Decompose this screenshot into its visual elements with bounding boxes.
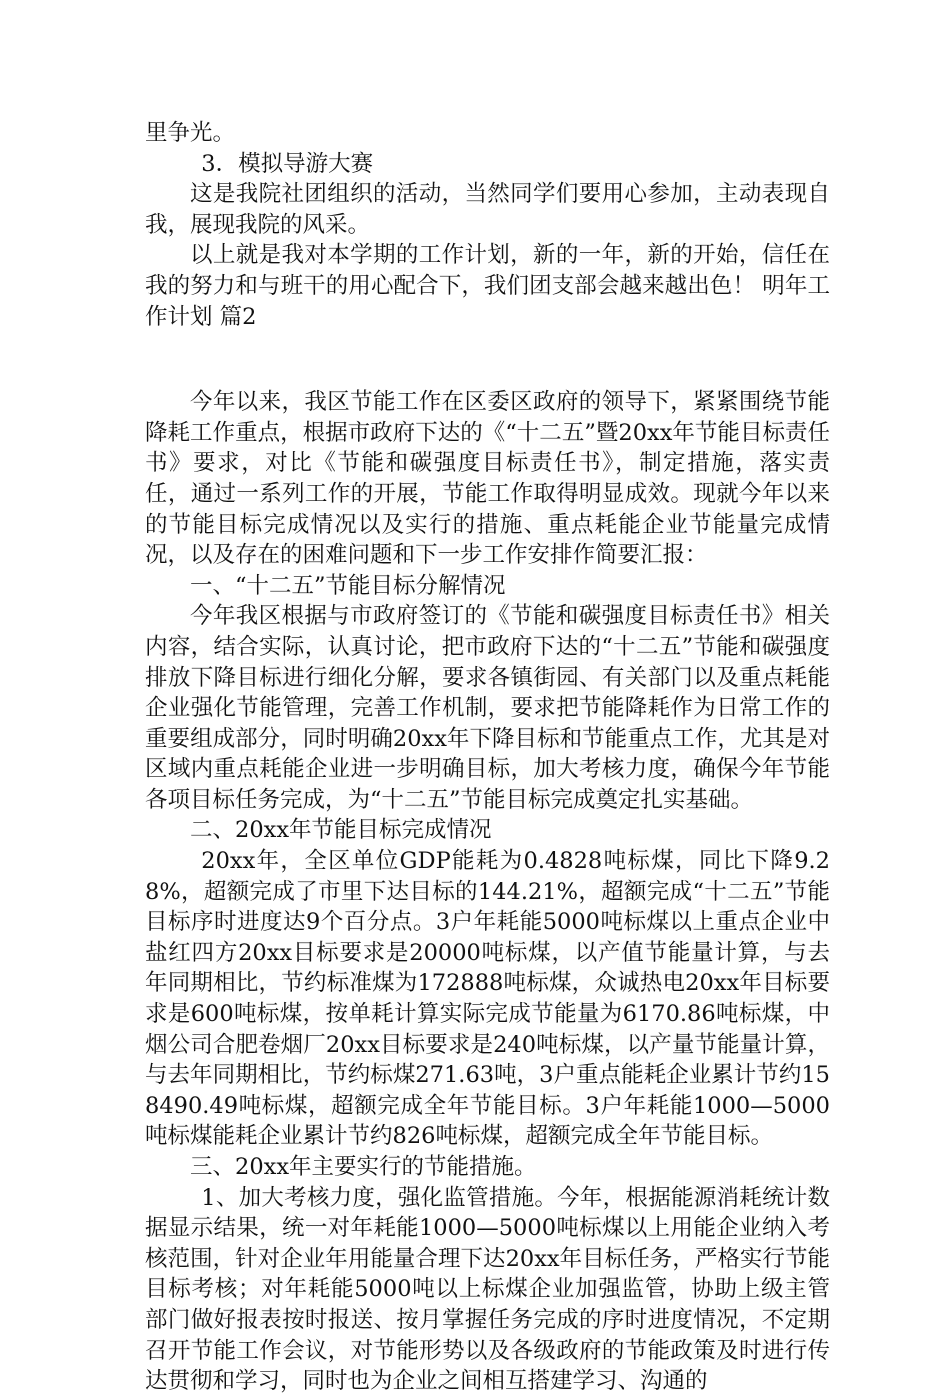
section-gap — [145, 332, 830, 387]
paragraph-plan-summary: 以上就是我对本学期的工作计划，新的一年，新的开始，信任在我的努力和与班干的用心配合下，我们团支部会越来越出色！ 明年工作计划 篇2 — [145, 242, 830, 330]
paragraph-section-1: 今年我区根据与市政府签订的《节能和碳强度目标责任书》相关内容，结合实际，认真讨论，把市政府下达的“十二五”节能和碳强度排放下降目标进行细化分解，要求各镇街园、有关部门以及重点耗能企业强化节能管理，完善工作机制，要求把节能降耗作为日常工作的重要组成部分，同时明确20xx年下降目标和节能重点工作，尤其是对区域内重点耗能企业进一步明确目标，加大考核力度，确保今年节能各项目标任务完成，为“十二五”节能目标完成奠定扎实基础。 — [145, 603, 830, 813]
paragraph-closing-line: 里争光。 — [145, 120, 236, 146]
paragraph-section-3-item-1: 1、加大考核力度，强化监管措施。今年，根据能源消耗统计数据显示结果，统一对年耗能1000—5000吨标煤以上用能企业纳入考核范围，针对企业年用能量合理下达20xx年目标任务，严格实行节能目标考核；对年耗能5000吨以上标煤企业加强监管，协助上级主管部门做好报表按时报送、按月掌握任务完成的序时进度情况，不定期召开节能工作会议，对节能形势以及各级政府的节能政策及时进行传达贯彻和学习，同时也为企业之间相互搭建学习、沟通的 — [145, 1184, 830, 1395]
heading-section-1: 一、“十二五”节能目标分解情况 — [190, 572, 506, 599]
paragraph-intro: 今年以来，我区节能工作在区委区政府的领导下，紧紧围绕节能降耗工作重点，根据市政府下达的《“十二五”暨20xx年节能目标责任书》要求，对比《节能和碳强度目标责任书》，制定措施，落实责任，通过一系列工作的开展，节能工作取得明显成效。现就今年以来的节能目标完成情况以及实行的措施、重点耗能企业节能量完成情况，以及存在的困难问题和下一步工作安排作简要汇报： — [145, 389, 830, 569]
paragraph-section-2: 20xx年，全区单位GDP能耗为0.4828吨标煤，同比下降9.28%，超额完成了市里下达目标的144.21%，超额完成“十二五”节能目标序时进度达9个百分点。3户年耗能5000吨标煤以上重点企业中盐红四方20xx目标要求是20000吨标煤，以产值节能量计算，与去年同期相比，节约标准煤为172888吨标煤，众诚热电20xx年目标要求是600吨标煤，按单耗计算实际完成节能量为6170.86吨标煤，中烟公司合肥卷烟厂20xx目标要求是240吨标煤，以产量节能量计算，与去年同期相比，节约标煤271.63吨，3户重点能耗企业累计节约158490.49吨标煤，超额完成全年节能目标。3户年耗能1000—5000吨标煤能耗企业累计节约826吨标煤，超额完成全年节能目标。 — [145, 848, 830, 1150]
paragraph-club-activity: 这是我院社团组织的活动，当然同学们要用心参加，主动表现自我，展现我院的风采。 — [145, 181, 830, 238]
heading-section-2: 二、20xx年节能目标完成情况 — [190, 817, 492, 844]
document-body — [145, 118, 830, 1397]
paragraph-heading-tour-guide-contest: 3．模拟导游大赛 — [201, 150, 374, 177]
heading-section-3: 三、20xx年主要实行的节能措施。 — [190, 1154, 537, 1180]
